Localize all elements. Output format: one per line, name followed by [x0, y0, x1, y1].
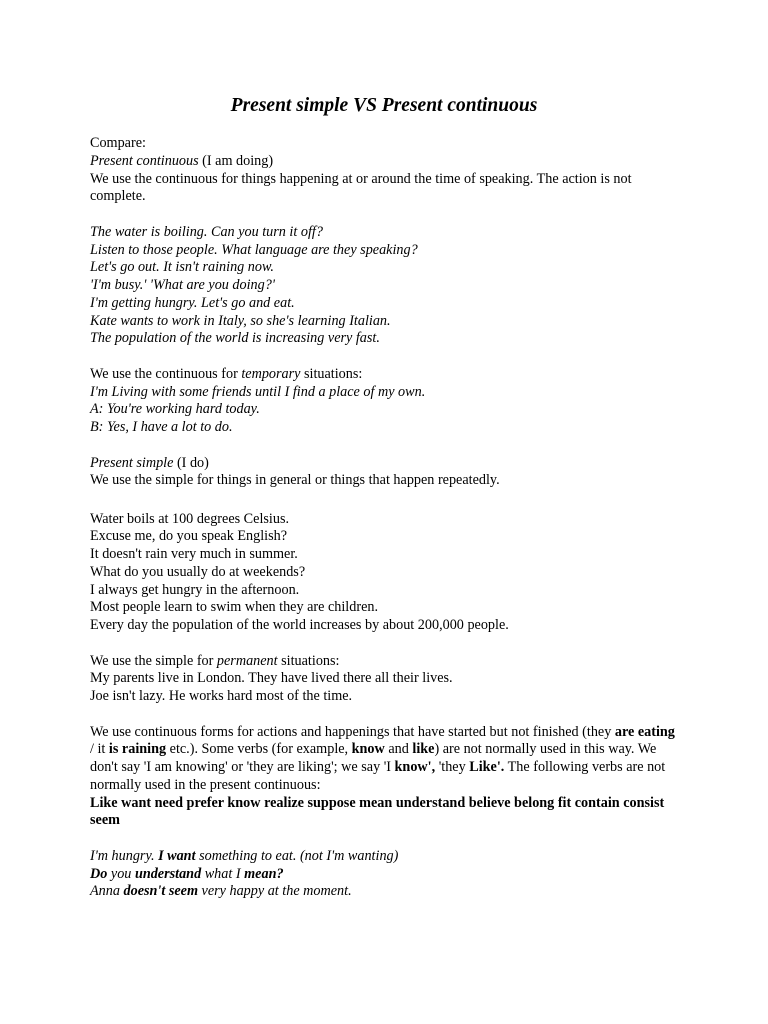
permanent-lead: We use the simple for	[90, 652, 217, 669]
final-example-2	[90, 866, 680, 884]
spacer	[90, 490, 680, 511]
example-line: I'm getting hungry. Let's go and eat.	[90, 294, 295, 311]
note-text: and	[384, 741, 413, 758]
note-bold: is raining	[108, 741, 167, 758]
note-bold: know',	[394, 759, 436, 775]
note-text: ) are not normally used in this way. We don't say 'I am knowing' or 'they are liking'; we say 'I	[90, 741, 657, 775]
present-continuous-term: Present continuous	[90, 152, 199, 169]
page-title: Present simple VS Present continuous	[230, 95, 538, 116]
note-paragraph	[90, 724, 680, 795]
example-line: 'I'm busy.' 'What are you doing?'	[90, 277, 275, 293]
temporary-heading	[90, 366, 680, 384]
present-simple-form: (I do)	[173, 454, 209, 471]
example-line: B: Yes, I have a lot to do.	[90, 419, 233, 435]
example-line: The population of the world is increasing very fast.	[90, 330, 380, 347]
note-bold: Like'.	[469, 759, 505, 775]
present-simple-description: We use the simple for things in general or things that happen repeatedly.	[90, 472, 500, 489]
spacer	[90, 437, 680, 455]
present-continuous-description: We use the continuous for things happening at or around the time of speaking. The action is not complete.	[90, 170, 632, 205]
document-body	[90, 135, 680, 901]
temporary-tail: situations:	[300, 365, 363, 382]
spacer	[90, 348, 680, 366]
note-text: / it	[90, 741, 109, 758]
example-bold: I want	[158, 847, 196, 864]
example-bold: Do	[90, 865, 108, 882]
example-bold: doesn't seem	[123, 883, 198, 900]
example-text: what I	[201, 865, 245, 882]
example-line: The water is boiling. Can you turn it off?	[90, 223, 323, 240]
example-line: Most people learn to swim when they are children.	[90, 599, 379, 616]
spacer	[90, 830, 680, 848]
example-text: something to eat. (not I'm wanting)	[195, 847, 399, 864]
temporary-term: temporary	[241, 365, 301, 382]
note-bold: know	[351, 741, 385, 758]
example-bold: understand	[134, 865, 202, 882]
present-continuous-heading	[90, 153, 680, 171]
present-simple-heading	[90, 455, 680, 473]
spacer	[90, 206, 680, 224]
example-text: I'm hungry.	[90, 847, 159, 864]
example-line: I always get hungry in the afternoon.	[90, 581, 300, 598]
note-text: etc.). Some verbs (for example,	[166, 741, 352, 758]
permanent-term: permanent	[216, 652, 278, 669]
example-line: I'm Living with some friends until I find a place of my own.	[90, 383, 426, 400]
note-text: 'they	[435, 759, 470, 775]
example-text: Anna	[90, 883, 124, 900]
permanent-heading	[90, 653, 680, 671]
example-line: Every day the population of the world increases by about 200,000 people.	[90, 617, 509, 633]
example-line: Water boils at 100 degrees Celsius.	[90, 510, 290, 527]
example-text: very happy at the moment.	[197, 883, 352, 900]
example-line: Kate wants to work in Italy, so she's learning Italian.	[90, 312, 391, 329]
example-line: Joe isn't lazy. He works hard most of the time.	[90, 688, 353, 704]
example-text: you	[107, 865, 135, 882]
example-bold: mean?	[244, 865, 284, 882]
spacer	[90, 706, 680, 724]
note-bold: are eating	[614, 723, 675, 740]
present-continuous-form: (I am doing)	[198, 152, 274, 169]
final-example-1	[90, 848, 680, 866]
example-line: My parents live in London. They have lived there all their lives.	[90, 670, 453, 687]
note-text: We use continuous forms for actions and happenings that have started but not finished (they	[90, 723, 615, 740]
note-bold: like	[412, 741, 435, 758]
example-line: Let's go out. It isn't raining now.	[90, 259, 274, 276]
example-line: Excuse me, do you speak English?	[90, 528, 288, 545]
present-simple-term: Present simple	[90, 454, 174, 471]
temporary-lead: We use the continuous for	[90, 365, 242, 382]
permanent-tail: situations:	[277, 652, 340, 669]
example-line: What do you usually do at weekends?	[90, 563, 306, 580]
example-line: A: You're working hard today.	[90, 401, 260, 418]
final-example-3	[90, 883, 680, 901]
spacer	[90, 635, 680, 653]
note-text: The following verbs are not normally used in the present continuous:	[90, 759, 666, 793]
example-line: It doesn't rain very much in summer.	[90, 546, 298, 562]
example-line: Listen to those people. What language are they speaking?	[90, 241, 418, 258]
stative-verbs-list: Like want need prefer know realize suppose mean understand believe belong fit contain consist seem	[90, 794, 665, 829]
compare-label: Compare:	[90, 135, 146, 151]
